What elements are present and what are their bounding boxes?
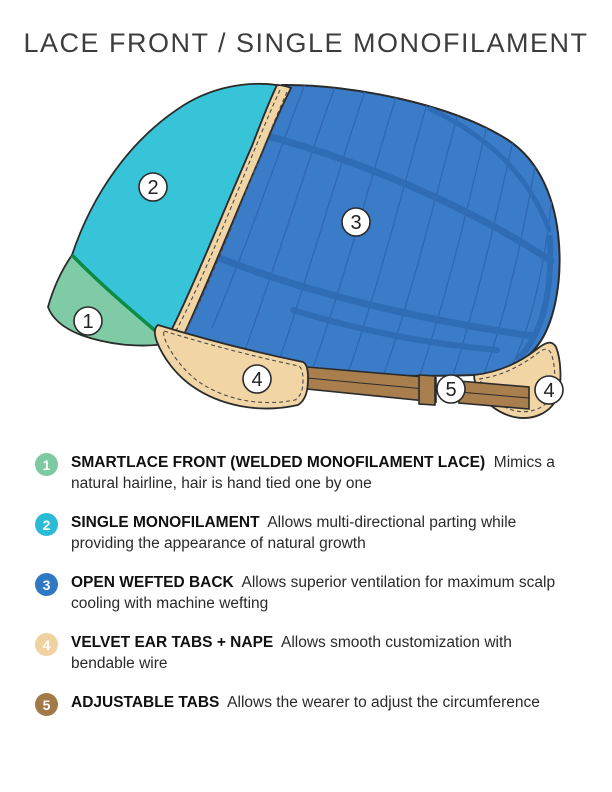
legend-title-2: SINGLE MONOFILAMENT — [71, 514, 260, 531]
legend-item-velvet-ear-tabs — [35, 632, 612, 674]
legend-title-5: ADJUSTABLE TABS — [71, 694, 220, 711]
svg-text:2: 2 — [147, 177, 159, 199]
legend-title-4: VELVET EAR TABS + NAPE — [71, 634, 274, 651]
legend-desc-4: Allows smooth customization with bendable wire — [71, 634, 512, 672]
legend-item-adjustable-tabs — [35, 692, 612, 716]
svg-text:4: 4 — [251, 369, 263, 391]
legend-item-single-monofilament — [35, 512, 612, 554]
legend-desc-3: Allows superior ventilation for maximum scalp cooling with machine wefting — [71, 574, 556, 612]
page-title: LACE FRONT / SINGLE MONOFILAMENT — [23, 28, 589, 58]
legend-text-4 — [71, 632, 576, 674]
marker-5 — [437, 375, 465, 403]
legend-text-1 — [71, 452, 576, 494]
legend-text-5 — [71, 692, 576, 716]
svg-text:3: 3 — [350, 212, 362, 234]
marker-4-front — [243, 365, 271, 393]
legend-desc-2: Allows multi-directional parting while providing the appearance of natural growth — [71, 514, 517, 552]
legend-badge-1: 1 — [35, 453, 58, 476]
legend-desc-1: Mimics a natural hairline, hair is hand tied one by one — [71, 454, 555, 492]
wig-cap-diagram — [0, 78, 612, 430]
legend-badge-5: 5 — [35, 693, 58, 716]
legend-item-smartlace-front — [35, 452, 612, 494]
legend-text-3 — [71, 572, 576, 614]
svg-text:4: 4 — [543, 380, 555, 402]
legend-title-3: OPEN WEFTED BACK — [71, 574, 234, 591]
svg-text:1: 1 — [82, 311, 94, 333]
legend-text-2 — [71, 512, 576, 554]
diagram-container — [0, 78, 612, 430]
legend-badge-2: 2 — [35, 513, 58, 536]
marker-4-back — [535, 376, 563, 404]
legend — [0, 452, 612, 716]
marker-3 — [342, 208, 370, 236]
strap-buckle — [419, 375, 435, 405]
marker-2 — [139, 173, 167, 201]
legend-badge-4: 4 — [35, 633, 58, 656]
marker-1 — [74, 307, 102, 335]
legend-title-1: SMARTLACE FRONT (WELDED MONOFILAMENT LACE) — [71, 454, 486, 471]
svg-text:5: 5 — [445, 379, 457, 401]
legend-desc-5: Allows the wearer to adjust the circumference — [227, 694, 540, 711]
legend-item-open-wefted-back — [35, 572, 612, 614]
legend-badge-3: 3 — [35, 573, 58, 596]
